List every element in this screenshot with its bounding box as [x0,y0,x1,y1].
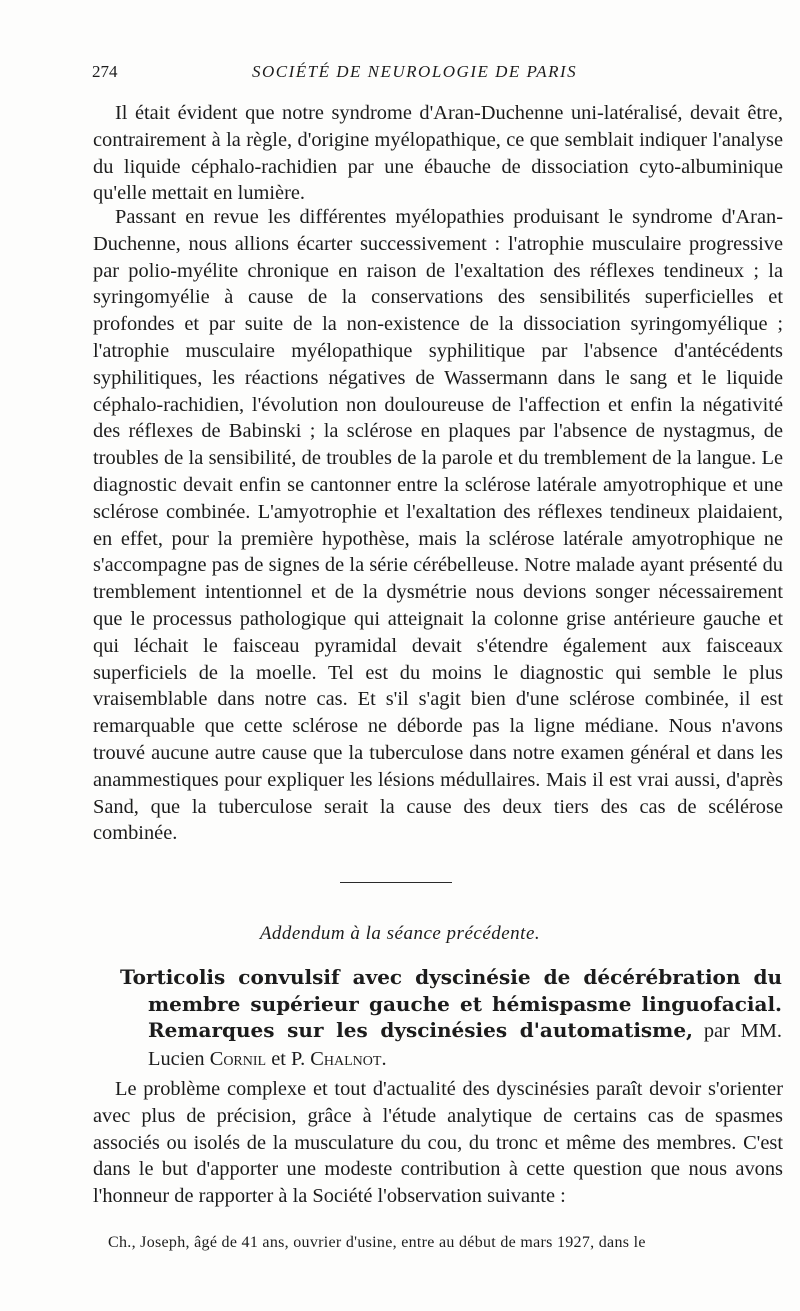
running-head: SOCIÉTÉ DE NEUROLOGIE DE PARIS [252,62,578,81]
page-header [92,62,782,92]
author-chalnot: Chalnot [310,1047,382,1070]
addendum-heading: Addendum à la séance précédente. [259,923,541,944]
observation-start-line: Ch., Joseph, âgé de 41 ans, ouvrier d'usine, entre au début de mars 1927, dans le [108,1234,646,1251]
paragraph-diagnosis-origin [93,100,783,207]
article-byline-end: . [381,1047,387,1070]
article-title [120,964,782,1072]
paragraph-introduction [93,1076,783,1210]
paragraph-text: Il était évident que notre syndrome d'Aran-Duchenne uni-latéralisé, devait être, contrairement à la règle, d'origine myélopathique, ce que semblait indiquer l'analyse du liquide céphalo-rachidien par une ébauche de dissociation cyto-albuminique qu'elle mettait en lumière. [93,102,783,205]
section-divider [340,882,452,883]
article-byline-prefix: par MM. Lucien [148,1020,782,1070]
page-number: 274 [92,62,118,81]
author-cornil: Cornil [209,1047,267,1070]
paragraph-differential-diagnosis [93,204,783,847]
paragraph-text: Passant en revue les différentes myélopathies produisant le syndrome d'Aran-Duchenne, nous allions écarter successivement : l'atrophie musculaire progressive par polio-myélite chronique en raison de l'exaltation des réflexes tendineux ; la syringomyélie à cause de la conservations des sensibilités superficielles et profondes et par suite de la non-existence de la dissociation syringomyélique ; l'atrophie musculaire myélopathique syphilitique par l'absence d'antécédents syphilitiques, les réactions négatives de Wassermann dans le sang et le liquide céphalo-rachidien, l'évolution non douloureuse de l'affection et enfin la négativité des réflexes de Babinski ; la sclérose en plaques par l'absence de nystagmus, de troubles de la sensibilité, de troubles de la parole et du tremblement de la langue. Le diagnostic devait enfin se cantonner entre la sclérose latérale amyotrophique et une sclérose combinée. L'amyotrophie et l'exaltation des réflexes tendineux plaidaient, en effet, pour la première hypothèse, mais la sclérose latérale amyotrophique ne s'accompagne pas de signes de la série cérébelleuse. Notre malade ayant présenté du tremblement intentionnel et de la dysmétrie nous devions songer nécessairement que le processus pathologique qui atteignait la colonne grise antérieure gauche et qui léchait le faisceau pyramidal devait s'étendre également aux faisceaux superficiels de la moelle. Tel est du moins le diagnostic qui semble le plus vraisemblable dans notre cas. Et s'il s'agit bien d'une sclérose combinée, il est remarquable que cette sclérose ne déborde pas la ligne médiane. Nous n'avons trouvé aucune autre cause que la tuberculose dans notre examen général et dans les anammestiques pour expliquer les lésions médullaires. Mais il est vrai aussi, d'après Sand, que la tuberculose serait la cause des deux tiers des cas de scélérose combinée. [93,206,783,845]
article-byline-and: et P. [266,1047,311,1070]
article-title-text: Torticolis convulsif avec dyscinésie de décérébration du membre supérieur gauche et hémispasme linguofacial. Remarques sur les dyscinésies d'automatisme, [120,965,782,1042]
paragraph-text: Le problème complexe et tout d'actualité des dyscinésies paraît devoir s'orienter avec plus de précision, grâce à l'étude analytique de certains cas de spasmes associés ou isolés de la musculature du cou, du tronc et même des membres. C'est dans le but d'apporter une modeste contribution à cette question que nous avons l'honneur de rapporter à la Société l'observation suivante : [93,1078,783,1208]
